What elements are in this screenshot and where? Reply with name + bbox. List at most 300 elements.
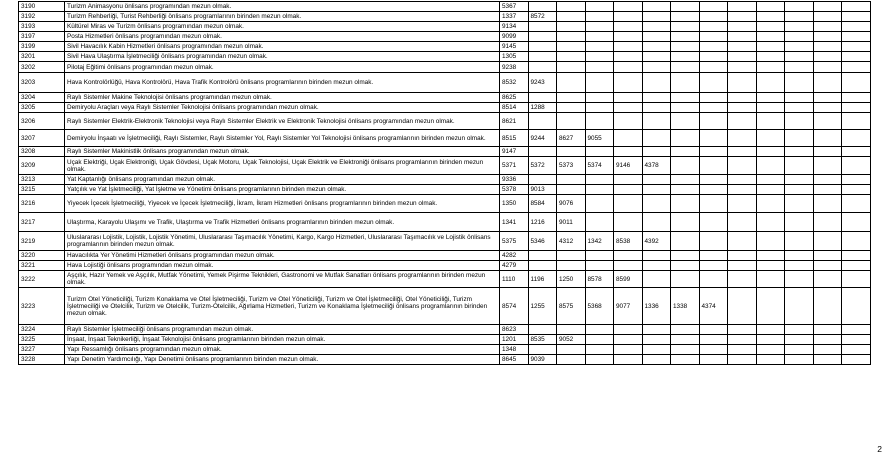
empty-cell [785,32,814,42]
empty-cell [557,52,586,62]
empty-cell [557,22,586,32]
empty-cell [642,261,671,271]
program-code: 4392 [642,232,671,251]
criteria-description: Yiyecek İçecek İşletmeciliği, Yiyecek ve İçecek İşletmeciliği, İkram, İkram Hizmetleri önlisans programlarının birinden mezun olmak. [65,195,500,213]
empty-cell [785,355,814,365]
empty-cell [728,213,757,232]
empty-cell [699,345,728,355]
program-code: 9052 [557,335,586,345]
program-code: 8572 [528,12,557,22]
empty-cell [671,62,700,73]
table-row [19,113,871,130]
empty-cell [785,42,814,52]
empty-cell [585,42,614,52]
criteria-code: 3203 [19,73,65,93]
criteria-code: 3224 [19,325,65,335]
empty-cell [699,130,728,147]
empty-cell [756,2,785,12]
empty-cell [785,251,814,261]
criteria-code: 3220 [19,251,65,261]
empty-cell [842,213,871,232]
empty-cell [785,93,814,103]
program-code: 5346 [528,232,557,251]
empty-cell [728,157,757,175]
table-row [19,42,871,52]
program-code: 1196 [528,271,557,288]
program-code: 8515 [500,130,529,147]
empty-cell [557,2,586,12]
criteria-description: Hava Kontrolörlüğü, Hava Kontrolörü, Hava Trafik Kontrolörü önlisans programlarının birinden mezun olmak. [65,73,500,93]
empty-cell [671,42,700,52]
empty-cell [813,325,842,335]
empty-cell [585,62,614,73]
criteria-description: Ulaştırma, Karayolu Ulaşımı ve Trafik, Ulaştırma ve Trafik Hizmetleri önlisans programlarının birinden mezun olmak. [65,213,500,232]
empty-cell [756,232,785,251]
empty-cell [585,93,614,103]
criteria-code: 3207 [19,130,65,147]
empty-cell [728,325,757,335]
empty-cell [756,113,785,130]
empty-cell [842,113,871,130]
empty-cell [699,185,728,195]
program-code: 8625 [500,93,529,103]
empty-cell [842,52,871,62]
empty-cell [528,345,557,355]
empty-cell [557,325,586,335]
empty-cell [671,251,700,261]
empty-cell [528,52,557,62]
table-row [19,175,871,185]
empty-cell [585,2,614,12]
empty-cell [842,147,871,157]
criteria-description: Hava Lojistiği önlisans programından mezun olmak. [65,261,500,271]
empty-cell [813,213,842,232]
program-code: 9147 [500,147,529,157]
program-code: 1305 [500,52,529,62]
empty-cell [528,325,557,335]
empty-cell [671,2,700,12]
empty-cell [813,73,842,93]
empty-cell [528,93,557,103]
empty-cell [585,335,614,345]
criteria-description: Sivil Hava Ulaştırma İşletmeciliği önlisans programından mezun olmak. [65,52,500,62]
empty-cell [671,195,700,213]
empty-cell [813,42,842,52]
empty-cell [557,62,586,73]
criteria-description: Sivil Havacılık Kabin Hizmetleri önlisans programından mezun olmak. [65,42,500,52]
empty-cell [557,103,586,113]
empty-cell [642,147,671,157]
empty-cell [813,113,842,130]
empty-cell [614,32,643,42]
table-row [19,345,871,355]
empty-cell [585,345,614,355]
empty-cell [642,42,671,52]
empty-cell [728,335,757,345]
empty-cell [785,213,814,232]
program-code: 1216 [528,213,557,232]
criteria-code: 3201 [19,52,65,62]
empty-cell [842,325,871,335]
program-code: 9145 [500,42,529,52]
empty-cell [671,232,700,251]
empty-cell [813,12,842,22]
empty-cell [813,103,842,113]
empty-cell [756,147,785,157]
empty-cell [756,42,785,52]
empty-cell [585,12,614,22]
program-code: 8575 [557,288,586,325]
empty-cell [728,147,757,157]
empty-cell [642,345,671,355]
empty-cell [756,213,785,232]
empty-cell [614,42,643,52]
empty-cell [528,175,557,185]
empty-cell [699,261,728,271]
empty-cell [813,232,842,251]
program-code: 9011 [557,213,586,232]
criteria-code: 3199 [19,42,65,52]
empty-cell [528,113,557,130]
empty-cell [842,22,871,32]
empty-cell [728,232,757,251]
empty-cell [756,157,785,175]
empty-cell [699,271,728,288]
empty-cell [642,103,671,113]
criteria-code: 3216 [19,195,65,213]
criteria-code: 3206 [19,113,65,130]
program-code: 1250 [557,271,586,288]
criteria-description: Turizm Rehberliği, Turist Rehberliği önlisans programlarının birinden mezun olmak. [65,12,500,22]
empty-cell [528,251,557,261]
criteria-code: 3190 [19,2,65,12]
empty-cell [671,175,700,185]
criteria-code: 3208 [19,147,65,157]
empty-cell [557,175,586,185]
program-code: 1288 [528,103,557,113]
empty-cell [785,325,814,335]
empty-cell [528,62,557,73]
empty-cell [585,185,614,195]
empty-cell [785,157,814,175]
empty-cell [699,62,728,73]
program-code: 1255 [528,288,557,325]
empty-cell [728,62,757,73]
table-row [19,22,871,32]
criteria-description: Raylı Sistemler Makinistlik önlisans programından mezun olmak. [65,147,500,157]
empty-cell [557,185,586,195]
criteria-code: 3222 [19,271,65,288]
empty-cell [557,73,586,93]
empty-cell [642,130,671,147]
table-row [19,355,871,365]
empty-cell [642,2,671,12]
empty-cell [756,325,785,335]
empty-cell [728,73,757,93]
program-code: 4279 [500,261,529,271]
requirements-table [18,1,871,365]
empty-cell [614,52,643,62]
empty-cell [642,213,671,232]
empty-cell [756,195,785,213]
empty-cell [842,62,871,73]
empty-cell [614,355,643,365]
empty-cell [614,335,643,345]
criteria-description: Demiryolu İnşaatı ve İşletmeciliği, Raylı Sistemler, Raylı Sistemler Yol, Raylı Sistemler Yol Teknolojisi önlisans programlarının birinden mezun olmak. [65,130,500,147]
empty-cell [557,93,586,103]
empty-cell [528,2,557,12]
empty-cell [585,32,614,42]
empty-cell [699,93,728,103]
program-code: 8514 [500,103,529,113]
empty-cell [813,62,842,73]
empty-cell [699,175,728,185]
requirements-table-body [19,2,871,365]
empty-cell [699,195,728,213]
table-row [19,195,871,213]
program-code: 1336 [642,288,671,325]
table-row [19,73,871,93]
empty-cell [756,52,785,62]
program-code: 1201 [500,335,529,345]
empty-cell [642,335,671,345]
empty-cell [813,130,842,147]
empty-cell [528,32,557,42]
table-row [19,147,871,157]
program-code: 5373 [557,157,586,175]
empty-cell [642,325,671,335]
empty-cell [671,12,700,22]
empty-cell [614,130,643,147]
criteria-code: 3204 [19,93,65,103]
empty-cell [785,345,814,355]
program-code: 1338 [671,288,700,325]
empty-cell [813,185,842,195]
criteria-code: 3225 [19,335,65,345]
table-row [19,232,871,251]
empty-cell [728,2,757,12]
empty-cell [671,22,700,32]
empty-cell [842,261,871,271]
criteria-code: 3205 [19,103,65,113]
empty-cell [813,288,842,325]
table-row [19,62,871,73]
criteria-code: 3215 [19,185,65,195]
table-row [19,103,871,113]
empty-cell [756,355,785,365]
table-row [19,325,871,335]
criteria-description: Yatçılık ve Yat İşletmeciliği, Yat İşletme ve Yönetimi önlisans programlarının birinden mezun olmak. [65,185,500,195]
criteria-description: Yat Kaptanlığı önlisans programından mezun olmak. [65,175,500,185]
program-code: 9077 [614,288,643,325]
program-code: 5372 [528,157,557,175]
empty-cell [614,195,643,213]
empty-cell [585,325,614,335]
program-code: 9244 [528,130,557,147]
program-code: 9243 [528,73,557,93]
table-row [19,52,871,62]
empty-cell [756,103,785,113]
program-code: 4282 [500,251,529,261]
table-row [19,2,871,12]
empty-cell [671,113,700,130]
empty-cell [728,42,757,52]
empty-cell [642,113,671,130]
table-row [19,93,871,103]
empty-cell [671,147,700,157]
criteria-description: Aşçılık, Hazır Yemek ve Aşçılık, Mutfak Yönetimi, Yemek Pişirme Teknikleri, Gastronomi ve Mutfak Sanatları önlisans programlarının birinden mezun olmak. [65,271,500,288]
program-code: 8623 [500,325,529,335]
empty-cell [642,73,671,93]
program-code: 8627 [557,130,586,147]
empty-cell [642,251,671,261]
criteria-code: 3193 [19,22,65,32]
empty-cell [842,271,871,288]
empty-cell [785,288,814,325]
empty-cell [728,113,757,130]
criteria-description: İnşaat, İnşaat Teknikerliği, İnşaat Teknolojisi önlisans programlarının birinden mezun olmak. [65,335,500,345]
empty-cell [671,73,700,93]
empty-cell [671,261,700,271]
empty-cell [756,22,785,32]
program-code: 5368 [585,288,614,325]
empty-cell [585,213,614,232]
empty-cell [642,22,671,32]
empty-cell [557,355,586,365]
empty-cell [671,335,700,345]
empty-cell [813,345,842,355]
empty-cell [557,42,586,52]
empty-cell [671,130,700,147]
empty-cell [813,22,842,32]
empty-cell [528,22,557,32]
program-code: 1341 [500,213,529,232]
criteria-description: Yapı Denetim Yardımcılığı, Yapı Denetimi önlisans programlarının birinden mezun olmak. [65,355,500,365]
empty-cell [699,2,728,12]
criteria-description: Havacılıkta Yer Yönetimi Hizmetleri önlisans programından mezun olmak. [65,251,500,261]
empty-cell [557,251,586,261]
table-row [19,130,871,147]
empty-cell [785,185,814,195]
empty-cell [728,185,757,195]
empty-cell [842,185,871,195]
empty-cell [614,251,643,261]
empty-cell [785,103,814,113]
empty-cell [842,175,871,185]
empty-cell [585,73,614,93]
empty-cell [728,12,757,22]
empty-cell [557,113,586,130]
empty-cell [785,73,814,93]
empty-cell [813,147,842,157]
empty-cell [842,288,871,325]
criteria-code: 3219 [19,232,65,251]
empty-cell [642,185,671,195]
program-code: 8584 [528,195,557,213]
empty-cell [557,32,586,42]
program-code: 1350 [500,195,529,213]
empty-cell [699,157,728,175]
empty-cell [842,157,871,175]
program-code: 9076 [557,195,586,213]
empty-cell [699,12,728,22]
table-row [19,288,871,325]
empty-cell [671,355,700,365]
empty-cell [728,175,757,185]
empty-cell [842,195,871,213]
criteria-code: 3228 [19,355,65,365]
empty-cell [528,261,557,271]
empty-cell [756,251,785,261]
empty-cell [614,261,643,271]
criteria-description: Kültürel Miras ve Turizm önlisans programından mezun olmak. [65,22,500,32]
empty-cell [756,32,785,42]
empty-cell [728,355,757,365]
empty-cell [842,130,871,147]
empty-cell [785,147,814,157]
criteria-code: 3213 [19,175,65,185]
program-code: 9013 [528,185,557,195]
program-code: 5367 [500,2,529,12]
empty-cell [585,113,614,130]
empty-cell [699,103,728,113]
empty-cell [785,113,814,130]
empty-cell [785,2,814,12]
criteria-description: Raylı Sistemler Elektrik-Elektronik Teknolojisi veya Raylı Sistemler Elektrik ve Elektronik Teknolojisi önlisans programından mezun olmak. [65,113,500,130]
empty-cell [585,195,614,213]
program-code: 4374 [699,288,728,325]
empty-cell [642,355,671,365]
program-code: 4312 [557,232,586,251]
criteria-code: 3197 [19,32,65,42]
empty-cell [813,271,842,288]
empty-cell [528,147,557,157]
empty-cell [585,355,614,365]
program-code: 8578 [585,271,614,288]
empty-cell [842,32,871,42]
empty-cell [585,52,614,62]
empty-cell [557,147,586,157]
empty-cell [785,261,814,271]
empty-cell [528,42,557,52]
empty-cell [813,32,842,42]
criteria-description: Posta Hizmetleri önlisans programından mezun olmak. [65,32,500,42]
empty-cell [728,195,757,213]
empty-cell [785,195,814,213]
empty-cell [728,32,757,42]
empty-cell [728,288,757,325]
empty-cell [842,93,871,103]
empty-cell [842,42,871,52]
empty-cell [585,175,614,185]
empty-cell [813,157,842,175]
table-row [19,261,871,271]
empty-cell [614,73,643,93]
empty-cell [614,12,643,22]
program-code: 8535 [528,335,557,345]
empty-cell [642,175,671,185]
empty-cell [842,232,871,251]
empty-cell [699,22,728,32]
empty-cell [756,185,785,195]
empty-cell [842,2,871,12]
empty-cell [699,325,728,335]
criteria-code: 3209 [19,157,65,175]
empty-cell [813,175,842,185]
empty-cell [756,73,785,93]
empty-cell [785,62,814,73]
criteria-code: 3217 [19,213,65,232]
